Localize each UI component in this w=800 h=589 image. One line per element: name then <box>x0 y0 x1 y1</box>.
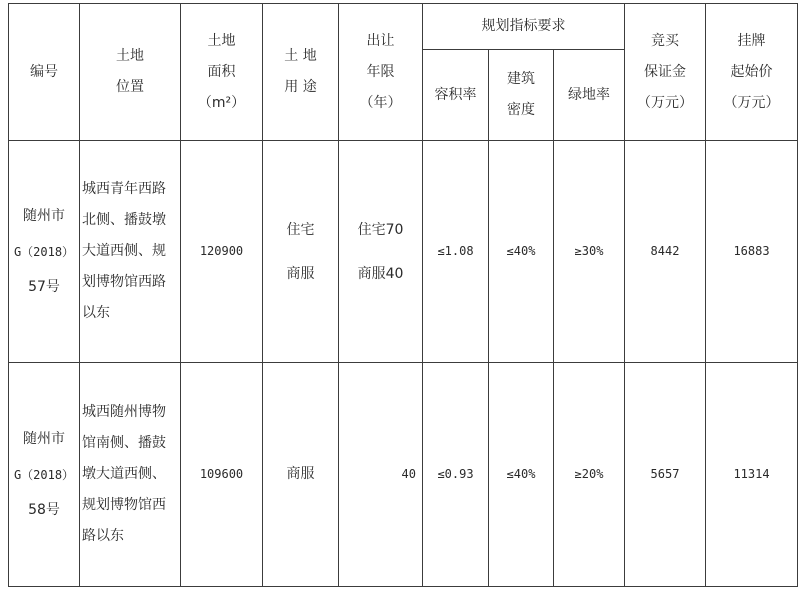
row1-density: ≤40% <box>506 244 536 258</box>
row2-code: 随州市 G（2018） 58号 <box>13 430 75 518</box>
header-location: 土地 位置 <box>116 48 144 95</box>
header-use: 土 地 用 途 <box>284 48 317 95</box>
row1-location: 城西青年西路 北侧、播鼓墩 大道西侧、规 划博物馆西路 以东 <box>82 181 166 321</box>
header-far: 容积率 <box>434 86 477 103</box>
row1-use: 住宅 商服 <box>286 221 315 282</box>
row1-deposit: 8442 <box>650 244 680 258</box>
row2-start-price: 11314 <box>733 467 770 481</box>
table-border-bottom <box>8 586 798 587</box>
header-deposit: 竞买 保证金 （万元） <box>637 32 693 111</box>
row2-use: 商服 <box>286 466 315 482</box>
header-planning-group: 规划指标要求 <box>481 18 566 34</box>
row2-area: 109600 <box>199 467 244 481</box>
header-code: 编号 <box>30 63 58 80</box>
row1-green: ≥30% <box>574 244 604 258</box>
row2-deposit: 5657 <box>650 467 680 481</box>
row1-area: 120900 <box>199 244 244 258</box>
header-area: 土地 面积 （m²） <box>197 32 246 111</box>
row1-far: ≤1.08 <box>437 244 474 258</box>
row2-green: ≥20% <box>574 467 604 481</box>
row1-code: 随州市 G（2018） 57号 <box>13 207 75 295</box>
row2-far: ≤0.93 <box>437 467 474 481</box>
table-border-right <box>797 3 798 587</box>
header-green: 绿地率 <box>568 86 610 103</box>
row2-location: 城西随州博物 馆南侧、播鼓 墩大道西侧、 规划博物馆西 路以东 <box>82 404 166 544</box>
row1-start-price: 16883 <box>733 244 770 258</box>
row1-term: 住宅70 商服40 <box>357 221 404 282</box>
header-density: 建筑 密度 <box>507 71 535 118</box>
row2-term: 40 <box>401 467 416 481</box>
header-term: 出让 年限 （年） <box>359 32 402 111</box>
header-start-price: 挂牌 起始价 （万元） <box>723 32 780 111</box>
row2-density: ≤40% <box>506 467 536 481</box>
